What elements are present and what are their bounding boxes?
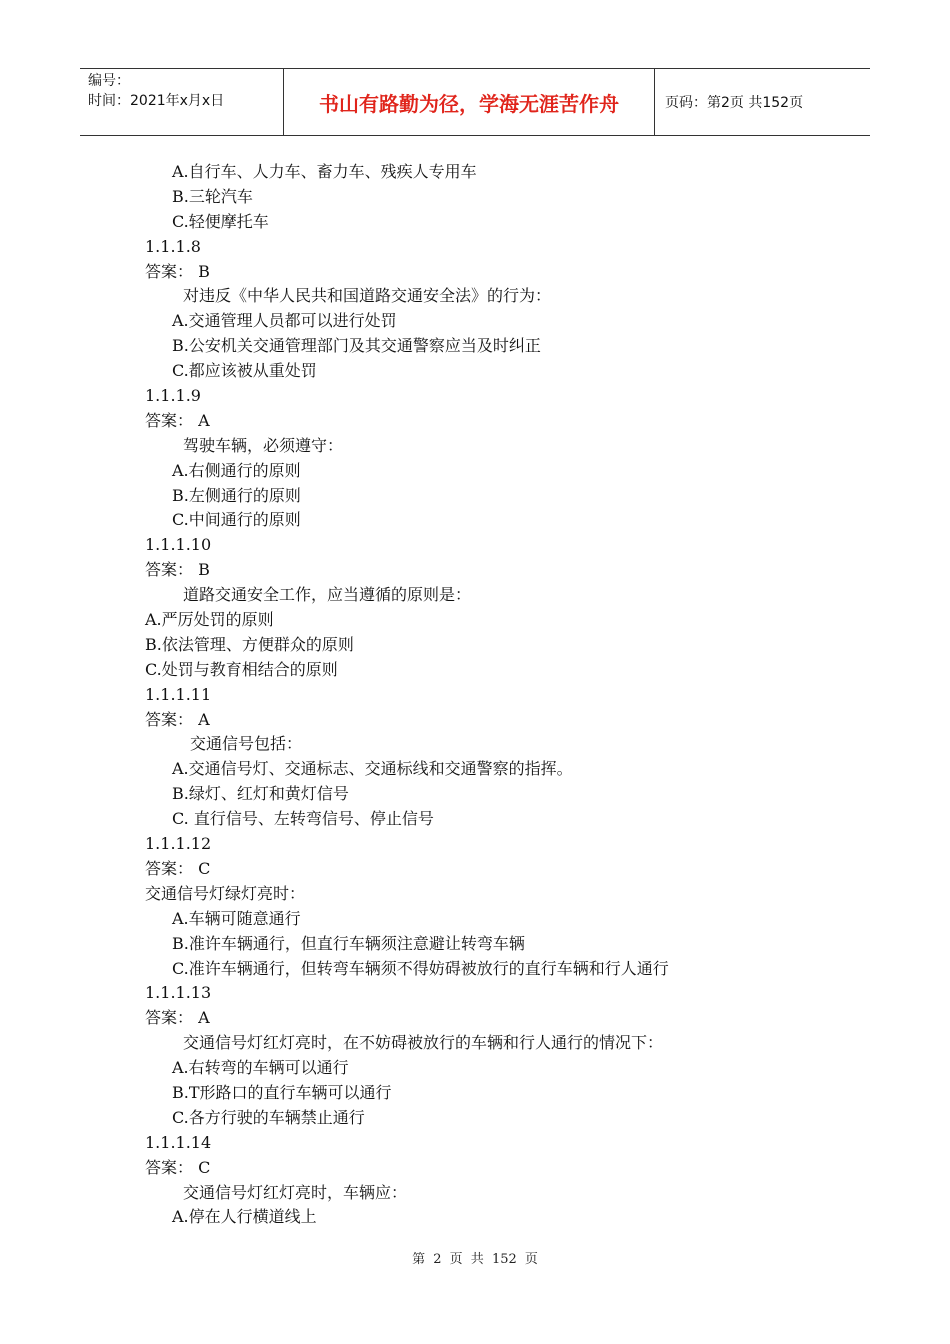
option-line: B.三轮汽车: [172, 186, 253, 206]
header-page-info: 页码：第2页 共152页: [665, 95, 804, 111]
footer-page-number: 2: [433, 1252, 442, 1267]
option-line: B.绿灯、红灯和黄灯信号: [172, 784, 349, 804]
question-number: 1.1.1.13: [145, 983, 212, 1003]
question-number: 1.1.1.14: [145, 1132, 212, 1152]
question-text: 对违反《中华人民共和国道路交通安全法》的行为：: [183, 286, 552, 306]
answer-line: 答案： B: [145, 261, 210, 281]
number-label: 编号：: [88, 73, 130, 89]
question-number: 1.1.1.8: [145, 236, 201, 256]
question-text: 交通信号包括：: [190, 734, 303, 754]
footer-ye: 页: [449, 1252, 463, 1267]
answer-line: 答案： A: [145, 709, 210, 729]
option-line: B.依法管理、方便群众的原则: [145, 634, 354, 654]
question-number: 1.1.1.10: [145, 535, 212, 555]
question-text: 交通信号灯红灯亮时，车辆应：: [183, 1182, 408, 1202]
answer-line: 答案： C: [145, 1157, 211, 1177]
header-meta: [80, 69, 283, 135]
option-line: C.各方行驶的车辆禁止通行: [172, 1107, 365, 1127]
footer-gong: 共: [470, 1252, 484, 1267]
answer-line: 答案： B: [145, 560, 210, 580]
page-header: [80, 68, 870, 136]
option-line: C.轻便摩托车: [172, 211, 269, 231]
question-text: 交通信号灯绿灯亮时：: [145, 883, 306, 903]
question-text: 驾驶车辆，必须遵守：: [183, 435, 344, 455]
option-line: C. 直行信号、左转弯信号、停止信号: [172, 809, 434, 829]
option-line: B.左侧通行的原则: [172, 485, 301, 505]
option-line: A.车辆可随意通行: [172, 908, 301, 928]
question-text: 道路交通安全工作，应当遵循的原则是：: [183, 585, 472, 605]
option-line: A.停在人行横道线上: [172, 1207, 317, 1227]
question-number: 1.1.1.11: [145, 684, 212, 704]
option-line: A.右转弯的车辆可以通行: [172, 1058, 349, 1078]
option-line: A.严厉处罚的原则: [145, 610, 274, 630]
footer-di: 第: [412, 1252, 426, 1267]
answer-line: 答案： C: [145, 858, 211, 878]
option-line: C.都应该被从重处罚: [172, 361, 317, 381]
option-line: C.准许车辆通行，但转弯车辆须不得妨碍被放行的直行车辆和行人通行: [172, 958, 669, 978]
document-body: [145, 160, 845, 1230]
page-footer: [0, 1248, 950, 1267]
option-line: A.右侧通行的原则: [172, 460, 301, 480]
date-label: 时间：2021年x月x日: [88, 93, 225, 109]
footer-ye2: 页: [524, 1252, 538, 1267]
answer-line: 答案： A: [145, 1008, 210, 1028]
answer-line: 答案： A: [145, 410, 210, 430]
option-line: B.公安机关交通管理部门及其交通警察应当及时纠正: [172, 336, 541, 356]
question-number: 1.1.1.9: [145, 386, 201, 406]
question-number: 1.1.1.12: [145, 834, 212, 854]
question-text: 交通信号灯红灯亮时，在不妨碍被放行的车辆和行人通行的情况下：: [183, 1033, 664, 1053]
option-line: B.T形路口的直行车辆可以通行: [172, 1082, 392, 1102]
option-line: C.处罚与教育相结合的原则: [145, 659, 338, 679]
option-line: C.中间通行的原则: [172, 510, 301, 530]
option-line: A.交通信号灯、交通标志、交通标线和交通警察的指挥。: [172, 759, 573, 779]
option-line: A.交通管理人员都可以进行处罚: [172, 311, 397, 331]
option-line: B.准许车辆通行，但直行车辆须注意避让转弯车辆: [172, 933, 525, 953]
footer-total-pages: 152: [491, 1252, 517, 1267]
option-line: A.自行车、人力车、畜力车、残疾人专用车: [172, 162, 477, 181]
header-motto: 书山有路勤为径，学海无涯苦作舟: [283, 69, 655, 135]
